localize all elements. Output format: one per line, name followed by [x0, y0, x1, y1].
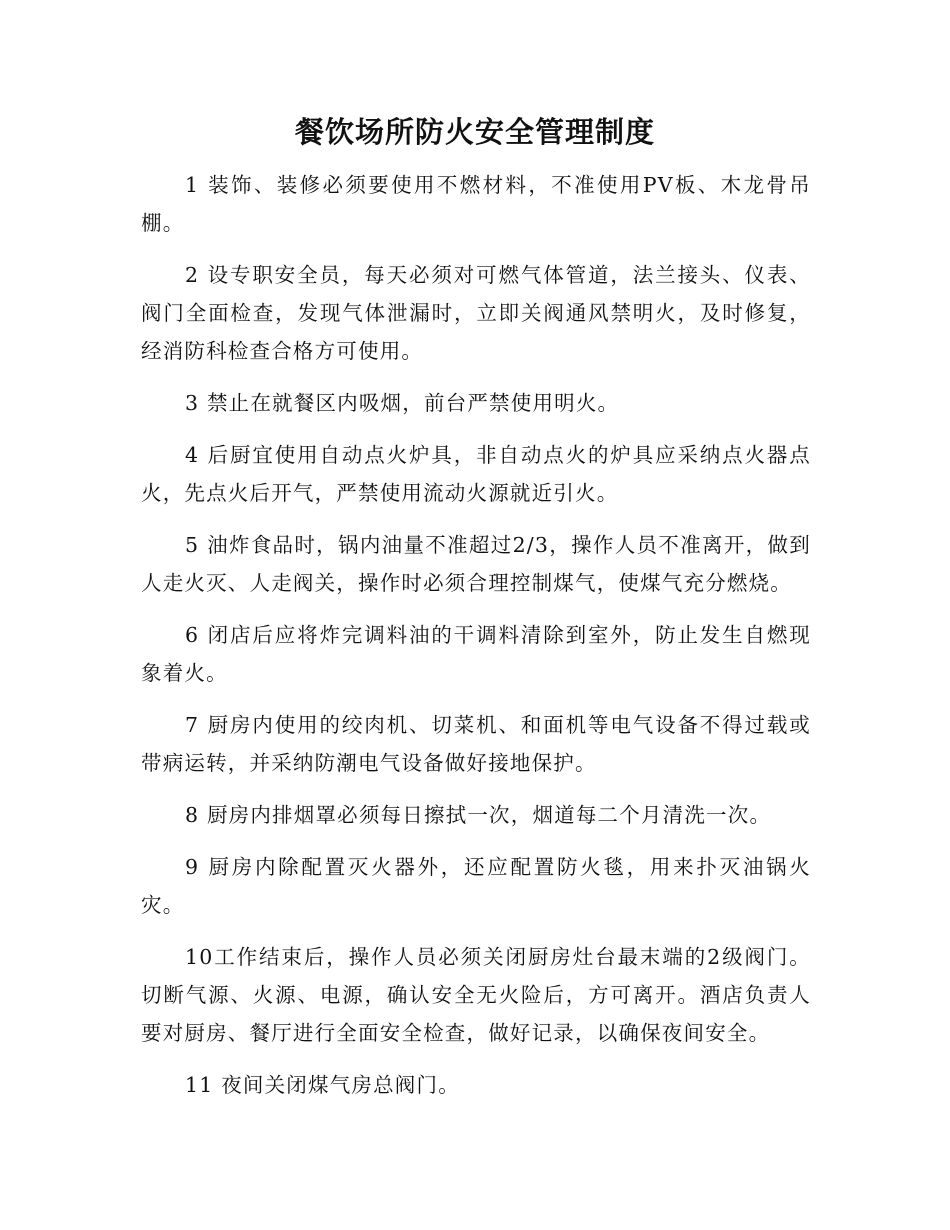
paragraph-5: 5 油炸食品时，锅内油量不准超过2/3，操作人员不准离开，做到人走火灭、人走阀关，操作时必须合理控制煤气，使煤气充分燃烧。: [141, 533, 811, 595]
paragraph-8: 8 厨房内排烟罩必须每日擦拭一次，烟道每二个月清洗一次。: [185, 803, 772, 827]
paragraph-1: 1 装饰、装修必须要使用不燃材料，不准使用PV板、木龙骨吊棚。: [141, 173, 811, 235]
paragraph-11: 11 夜间关闭煤气房总阀门。: [185, 1073, 460, 1097]
paragraph-7: 7 厨房内使用的绞肉机、切菜机、和面机等电气设备不得过载或带病运转，并采纳防潮电气设备做好接地保护。: [141, 713, 811, 775]
paragraph-3: 3 禁止在就餐区内吸烟，前台严禁使用明火。: [185, 391, 620, 415]
paragraph-6: 6 闭店后应将炸完调料油的干调料清除到室外，防止发生自燃现象着火。: [141, 623, 811, 685]
paragraph-2: 2 设专职安全员，每天必须对可燃气体管道，法兰接头、仪表、阀门全面检查，发现气体泄漏时，立即关阀通风禁明火，及时修复，经消防科检查合格方可使用。: [141, 263, 811, 363]
document-title: 餐饮场所防火安全管理制度: [294, 115, 655, 149]
paragraph-9: 9 厨房内除配置灭火器外，还应配置防火毯，用来扑灭油锅火灾。: [141, 855, 811, 917]
document-body: [141, 166, 811, 1118]
paragraph-10: 10工作结束后，操作人员必须关闭厨房灶台最末端的2级阀门。切断气源、火源、电源，确认安全无火险后，方可离开。酒店负责人要对厨房、餐厅进行全面安全检查，做好记录，以确保夜间安全。: [141, 945, 811, 1045]
paragraph-4: 4 后厨宜使用自动点火炉具，非自动点火的炉具应采纳点火器点火，先点火后开气，严禁使用流动火源就近引火。: [141, 443, 811, 505]
